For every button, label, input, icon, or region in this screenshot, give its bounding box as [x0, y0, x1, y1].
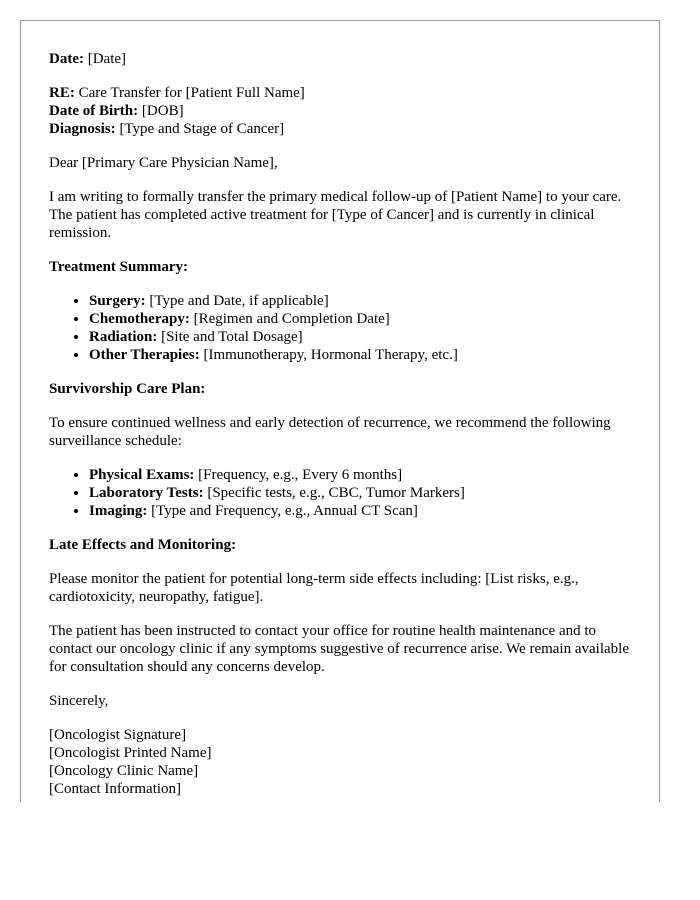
- late-effects-paragraph: Please monitor the patient for potential long-term side effects including: [List risks, e.g., cardiotoxicity, neuropathy, fatigue].: [49, 571, 579, 605]
- date-value: [Date]: [87, 51, 127, 67]
- surveillance-item-value: [Type and Frequency, e.g., Annual CT Scan]: [151, 503, 418, 519]
- re-value: Care Transfer for [Patient Full Name]: [78, 85, 305, 101]
- treatment-item-label: Chemotherapy:: [89, 311, 190, 327]
- dob-label: Date of Birth:: [49, 103, 139, 119]
- date-line: [49, 50, 631, 68]
- diagnosis-label: Diagnosis:: [49, 121, 116, 137]
- oncology-clinic-name: [Oncology Clinic Name]: [49, 763, 199, 779]
- oncologist-printed-name: [Oncologist Printed Name]: [49, 745, 212, 761]
- dob-value: [DOB]: [141, 103, 184, 119]
- surveillance-item-label: Imaging:: [89, 503, 148, 519]
- treatment-item-surgery: [89, 292, 631, 310]
- survivorship-plan-list: [49, 466, 631, 520]
- surveillance-item-value: [Specific tests, e.g., CBC, Tumor Markers]: [207, 485, 465, 501]
- oncologist-signature: [Oncologist Signature]: [49, 727, 187, 743]
- treatment-summary-list: [49, 292, 631, 364]
- treatment-item-chemotherapy: [89, 310, 631, 328]
- treatment-item-label: Other Therapies:: [89, 347, 200, 363]
- survivorship-plan-heading: Survivorship Care Plan:: [49, 381, 206, 397]
- re-label: RE:: [49, 85, 75, 101]
- survivorship-plan-intro: To ensure continued wellness and early detection of recurrence, we recommend the following surveillance schedule:: [49, 415, 611, 449]
- treatment-item-value: [Regimen and Completion Date]: [193, 311, 390, 327]
- surveillance-item-laboratory-tests: [89, 484, 631, 502]
- re-line: [49, 84, 631, 102]
- surveillance-item-value: [Frequency, e.g., Every 6 months]: [198, 467, 403, 483]
- treatment-item-value: [Type and Date, if applicable]: [149, 293, 329, 309]
- dob-line: [49, 102, 631, 120]
- contact-information: [Contact Information]: [49, 781, 182, 797]
- treatment-item-other-therapies: [89, 346, 631, 364]
- treatment-item-label: Radiation:: [89, 329, 158, 345]
- surveillance-item-label: Physical Exams:: [89, 467, 195, 483]
- surveillance-item-imaging: [89, 502, 631, 520]
- diagnosis-line: [49, 120, 631, 138]
- signature-block: [49, 726, 631, 798]
- letter-reference-block: [49, 84, 631, 138]
- diagnosis-value: [Type and Stage of Cancer]: [119, 121, 285, 137]
- date-label: Date:: [49, 51, 84, 67]
- surveillance-item-label: Laboratory Tests:: [89, 485, 204, 501]
- closing-salutation: Sincerely,: [49, 693, 109, 709]
- treatment-item-value: [Site and Total Dosage]: [161, 329, 303, 345]
- surveillance-item-physical-exams: [89, 466, 631, 484]
- treatment-summary-heading: Treatment Summary:: [49, 259, 188, 275]
- letter-document: [20, 20, 660, 802]
- treatment-item-value: [Immunotherapy, Hormonal Therapy, etc.]: [203, 347, 458, 363]
- intro-paragraph: I am writing to formally transfer the primary medical follow-up of [Patient Name] to your care. The patient has completed active treatment for [Type of Cancer] and is currently in clinical remission.: [49, 189, 622, 241]
- treatment-item-radiation: [89, 328, 631, 346]
- salutation: Dear [Primary Care Physician Name],: [49, 155, 278, 171]
- treatment-item-label: Surgery:: [89, 293, 146, 309]
- late-effects-heading: Late Effects and Monitoring:: [49, 537, 237, 553]
- closing-paragraph: The patient has been instructed to contact your office for routine health maintenance and to contact our oncology clinic if any symptoms suggestive of recurrence arise. We remain available for consultation should any concerns develop.: [49, 623, 629, 675]
